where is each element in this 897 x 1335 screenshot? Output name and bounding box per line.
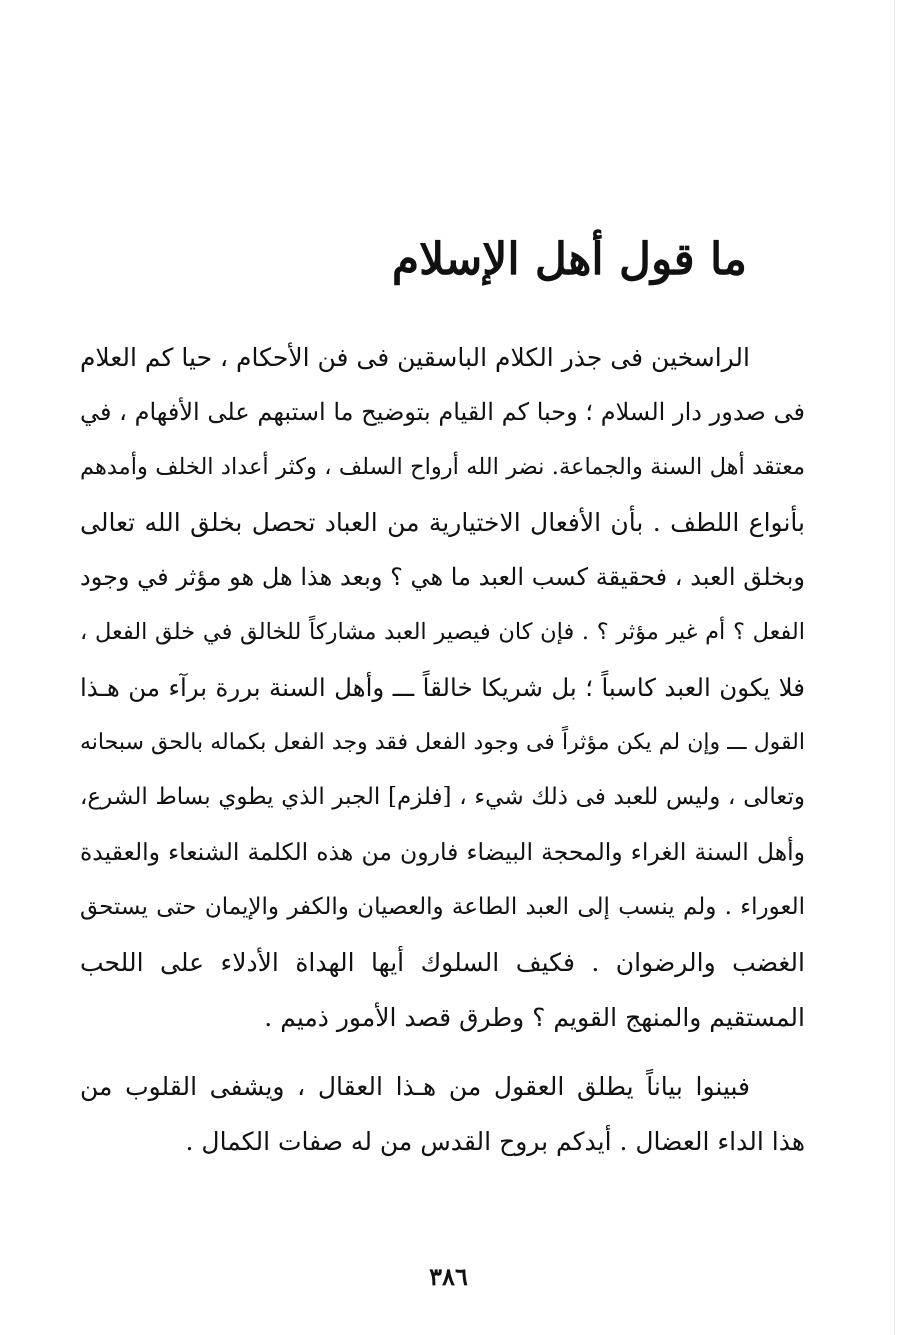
text-line: فلا يكون العبد كاسباً ؛ بل شريكا خالقاً ـــ وأهل السنة بررة برآء من هـذا [80, 673, 805, 702]
text-line: الراسخين فى جذر الكلام الباسقين فى فن الأحكام ، حيا كم العلام [80, 343, 750, 372]
text-line: وبخلق العبد ، فحقيقة كسب العبد ما هي ؟ وبعد هذا هل هو مؤثر في وجود [80, 563, 805, 591]
text-line: الغضب والرضوان . فكيف السلوك أيها الهداة الأدلاء على اللحب [80, 948, 805, 977]
text-line: فى صدور دار السلام ؛ وحبا كم القيام بتوضيح ما استبهم على الأفهام ، في [80, 398, 805, 426]
text-line: الفعل ؟ أم غير مؤثر ؟ . فإن كان فيصير العبد مشاركاً للخالق في خلق الفعل ، [80, 619, 805, 645]
page-title: ما قول أهل الإسلام [391, 234, 747, 285]
paragraph-1 [80, 330, 805, 1045]
text-line: وأهل السنة الغراء والمحجة البيضاء فارون من هذه الكلمة الشنعاء والعقيدة [80, 838, 805, 866]
text-line: المستقيم والمنهج القويم ؟ وطرق قصد الأمور ذميم . [264, 1003, 805, 1032]
body-text [80, 330, 805, 1169]
page-edge-divider [894, 0, 895, 1335]
text-line: العوراء . ولم ينسب إلى العبد الطاعة والعصيان والكفر والإيمان حتى يستحق [80, 894, 805, 920]
text-line: القول ـــ وإن لم يكن مؤثراً فى وجود الفعل فقد وجد الفعل بكماله بالحق سبحانه [80, 730, 805, 755]
text-line: بأنواع اللطف . بأن الأفعال الاختيارية من العباد تحصل بخلق الله تعالى [80, 508, 805, 537]
text-line: فبينوا بياناً يطلق العقول من هـذا العقال ، ويشفى القلوب من [80, 1072, 750, 1101]
text-line: معتقد أهل السنة والجماعة. نضر الله أرواح السلف ، وكثر أعداد الخلف وأمدهم [80, 454, 805, 480]
text-line: وتعالى ، وليس للعبد فى ذلك شيء ، [فلزم] الجبر الذي يطوي بساط الشرع، [80, 784, 805, 810]
text-line: هذا الداء العضال . أيدكم بروح القدس من له صفات الكمال . [185, 1127, 805, 1156]
page-number: ٣٨٦ [429, 1262, 468, 1291]
paragraph-gap [80, 1045, 805, 1059]
paragraph-2 [80, 1059, 805, 1169]
